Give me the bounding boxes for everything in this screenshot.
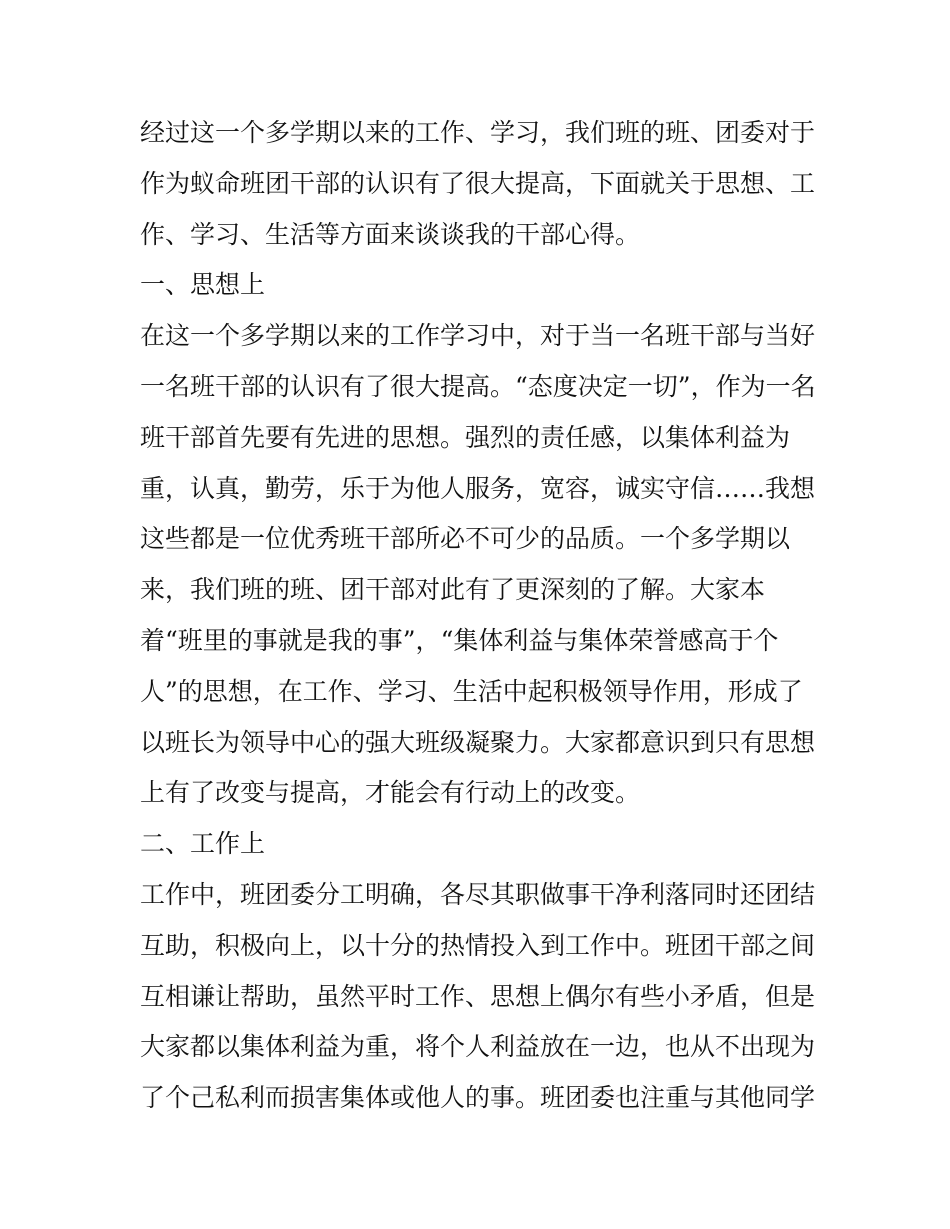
text-line: 作、学习、生活等方面来谈谈我的干部心得。 <box>140 219 641 249</box>
text-line: 了个己私利而损害集体或他人的事。班团委也注重与其他同学 <box>140 1083 816 1113</box>
text-line: 工作中，班团委分工明确，各尽其职做事干净利落同时还团结 <box>140 879 816 909</box>
text-line: 互助，积极向上，以十分的热情投入到工作中。班团干部之间 <box>140 930 816 960</box>
text-line: 经过这一个多学期以来的工作、学习，我们班的班、团委对于 <box>140 118 816 147</box>
section-heading: 一、思想上 <box>140 270 266 300</box>
text-line: 以班长为领导中心的强大班级凝聚力。大家都意识到只有思想 <box>140 727 816 757</box>
text-line: 来，我们班的班、团干部对此有了更深刻的了解。大家本 <box>140 575 766 605</box>
text-line: 作为蚁命班团干部的认识有了很大提高，下面就关于思想、工 <box>140 168 816 198</box>
text-line: 互相谦让帮助，虽然平时工作、思想上偶尔有些小矛盾，但是 <box>140 981 816 1011</box>
text-line: 上有了改变与提高，才能会有行动上的改变。 <box>140 778 641 808</box>
text-line: 大家都以集体利益为重，将个人利益放在一边，也从不出现为 <box>140 1032 816 1062</box>
section-heading: 二、工作上 <box>140 829 266 859</box>
text-line: 在这一个多学期以来的工作学习中，对于当一名班干部与当好 <box>140 321 816 351</box>
text-line: 着“班里的事就是我的事”，“集体利益与集体荣誉感高于个 <box>140 625 779 655</box>
text-line: 人”的思想，在工作、学习、生活中起积极领导作用，形成了 <box>140 676 803 706</box>
text-line: 这些都是一位优秀班干部所必不可少的品质。一个多学期以 <box>140 524 791 554</box>
text-line: 班干部首先要有先进的思想。强烈的责任感，以集体利益为 <box>140 422 791 452</box>
text-line: 一名班干部的认识有了很大提高。“态度决定一切”，作为一名 <box>140 371 816 401</box>
document-body <box>140 108 820 1124</box>
text-line: 重，认真，勤劳，乐于为他人服务，宽容，诚实守信……我想 <box>140 473 816 503</box>
